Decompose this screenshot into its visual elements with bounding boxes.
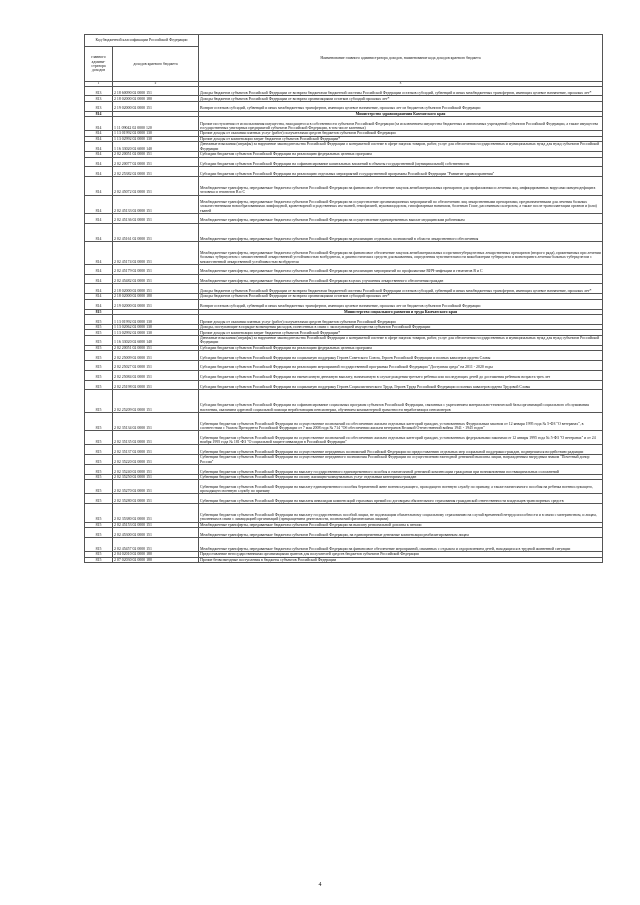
revenue-name-cell: Межбюджетные трансферты, передаваемые бюджетам субъектов Российской Федерации на финансовое обеспечение закупок антибактериальных препаратов для профилактики и лечения лиц, инфицированных вирусами иммунодефицита человека и гепатитов B и C bbox=[199, 177, 603, 195]
admin-code-cell: 815 bbox=[85, 390, 113, 413]
header-group-title: Код бюджетной классификации Российской Федерации bbox=[85, 35, 199, 47]
table-row bbox=[85, 223, 603, 241]
revenue-name-cell: Субвенции бюджетам субъектов Российской Федерации на выплату единовременного пособия беременной жене военнослужащего, проходящего военную службу по призыву, а также ежемесячного пособия на ребенка военнослужащего, проходящего военную службу по призыву bbox=[199, 480, 603, 494]
table-row bbox=[85, 284, 603, 294]
header-admin-column: главного админи-стратора доходов bbox=[85, 47, 113, 82]
admin-code-cell: 814 bbox=[85, 195, 113, 213]
revenue-name-cell: Доходы бюджетов субъектов Российской Федерации от возврата организациями остатков субсидий прошлых лет* bbox=[199, 294, 603, 300]
revenue-name-cell: Субсидии бюджетам субъектов Российской Федерации на софинансирование капитальных вложений в объекты государственной (муниципальной) собственности bbox=[199, 157, 603, 167]
admin-code-cell: 815 bbox=[85, 345, 113, 351]
admin-code-cell: 814 bbox=[85, 136, 113, 142]
admin-code-cell: 814 bbox=[85, 131, 113, 137]
revenue-name-cell: Субсидии бюджетам субъектов Российской Федерации на реализацию отдельных мероприятий государственной программы Российской Федерации "Развитие здравоохранения" bbox=[199, 167, 603, 177]
revenue-code-cell: 2 02 35220 02 0000 151 bbox=[113, 455, 199, 465]
revenue-name-cell: Субвенции бюджетам субъектов Российской Федерации на выплату государственных пособий лицам, не подлежащим обязательному социальному страхованию на случай временной нетрудоспособности и в связи с материнством, и лицам, уволенным в связи с ликвидацией организаций (прекращением деятельности, полномочий физическими лицами) bbox=[199, 504, 603, 522]
revenue-code-cell: 2 02 45136 02 0000 151 bbox=[113, 213, 199, 223]
revenue-code-cell: 1 13 01992 02 0000 130 bbox=[113, 131, 199, 137]
table-row bbox=[85, 504, 603, 522]
admin-code-cell: 814 bbox=[85, 299, 113, 309]
admin-code-cell: 815 bbox=[85, 528, 113, 538]
revenue-name-cell: Прочие доходы от оказания платных услуг (работ) получателями средств бюджетов субъектов Российской Федерации bbox=[199, 315, 603, 325]
table-row bbox=[85, 335, 603, 345]
revenue-code-cell: 2 02 25198 02 0000 151 bbox=[113, 380, 199, 390]
table-row bbox=[85, 465, 603, 475]
revenue-name-cell: Субвенции бюджетам субъектов Российской Федерации на осуществление полномочий по обеспечению жильем отдельных категорий граждан, установленных Федеральным законом от 12 января 1995 года № 5-ФЗ "О ветеранах", в соответствии с Указом Президента Российской Федерации от 7 мая 2008 года № 714 "Об обеспечении жильем ветеранов Великой Отечественной войны 1941 - 1945 годов" bbox=[199, 412, 603, 430]
table-row bbox=[85, 351, 603, 361]
admin-code-cell: 815 bbox=[85, 315, 113, 325]
admin-code-cell: 814 bbox=[85, 213, 113, 223]
admin-code-cell: 815 bbox=[85, 380, 113, 390]
admin-code-cell: 815 bbox=[85, 455, 113, 465]
admin-code-cell: 815 bbox=[85, 494, 113, 504]
revenue-name-cell: Межбюджетные трансферты, передаваемые бюджетам субъектов Российской Федерации на финансовое обеспечение закупок антибактериальных и противотуберкулезных лекарственных препаратов (второго ряда), применяемых при лечении больных туберкулезом с множественной лекарственной устойчивостью возбудителя, и диагностических средств для выявления, определения чувствительности микобактерии туберкулеза и мониторинга лечения больных туберкулезом с множественной лекарственной устойчивостью возбудителя bbox=[199, 242, 603, 265]
revenue-code-cell: 2 02 25209 02 0000 151 bbox=[113, 390, 199, 413]
revenue-code-cell: 1 16 33020 02 6000 140 bbox=[113, 335, 199, 345]
admin-code-cell: 815 bbox=[85, 445, 113, 455]
table-row bbox=[85, 213, 603, 223]
revenue-name-cell: Доходы, поступающие в порядке возмещения расходов, понесенных в связи с эксплуатацией имущества субъектов Российской Федерации bbox=[199, 324, 603, 330]
table-row bbox=[85, 157, 603, 167]
revenue-code-cell: 2 02 45161 02 0000 151 bbox=[113, 223, 199, 241]
revenue-name-cell: Межбюджетные трансферты, передаваемые бюджетам субъектов Российской Федерации на финансовое обеспечение мероприятий, связанных с отдыхом и оздоровлением детей, находящихся в трудной жизненной ситуации bbox=[199, 537, 603, 551]
revenue-code-cell: 2 02 35270 02 0000 151 bbox=[113, 480, 199, 494]
admin-code-cell: 814 bbox=[85, 167, 113, 177]
revenue-name-cell: Субвенции бюджетам субъектов Российской Федерации на осуществление переданных полномочий Российской Федерации по предоставлению отдельных мер социальной поддержки граждан, подвергшихся воздействию радиации bbox=[199, 445, 603, 455]
admin-code-cell: 815 bbox=[85, 330, 113, 336]
revenue-code-cell: 2 19 02000 02 0000 151 bbox=[113, 299, 199, 309]
table-row bbox=[85, 299, 603, 309]
revenue-code-cell: 2 18 02000 02 0000 180 bbox=[113, 96, 199, 102]
admin-code-cell: 814 bbox=[85, 274, 113, 284]
revenue-name-cell: Прочие безвозмездные поступления в бюджеты субъектов Российской Федерации bbox=[199, 557, 603, 563]
revenue-name-cell: Субсидии бюджетам субъектов Российской Федерации на реализацию мероприятий государственной программы Российской Федерации "Доступная среда" на 2011 - 2020 годы bbox=[199, 360, 603, 370]
revenue-code-cell: 2 02 45153 02 0000 151 bbox=[113, 522, 199, 528]
admin-code-cell: 814 bbox=[85, 157, 113, 167]
revenue-code-cell: 2 02 45179 02 0000 151 bbox=[113, 264, 199, 274]
admin-code-cell: 815 bbox=[85, 504, 113, 522]
table-row bbox=[85, 412, 603, 430]
revenue-name-cell: Субвенции бюджетам субъектов Российской Федерации на осуществление полномочий по обеспечению жильем отдельных категорий граждан, установленных федеральными законами от 12 января 1995 года № 5-ФЗ "О ветеранах" и от 24 ноября 1995 года № 181-ФЗ "О социальной защите инвалидов в Российской Федерации" bbox=[199, 431, 603, 445]
revenue-code-cell: 1 11 09042 02 0000 120 bbox=[113, 117, 199, 131]
revenue-name-cell: Межбюджетные трансферты, передаваемые бюджетам субъектов Российской Федерации на осуществление организационных мероприятий по обеспечению лиц лекарственными препаратами, предназначенными для лечения больных злокачественными новообразованиями лимфоидной, кроветворной и родственных им тканей, гемофилией, муковисцидозом, гипофизарным нанизмом, болезнью Гоше, рассеянным склерозом, а также после трансплантации органов и (или) тканей bbox=[199, 195, 603, 213]
revenue-name-cell: Субсидии бюджетам субъектов Российской Федерации на ежемесячную денежную выплату, назначаемую в случае рождения третьего ребенка или последующих детей до достижения ребенком возраста трех лет bbox=[199, 370, 603, 380]
revenue-name-cell: Межбюджетные трансферты, передаваемые бюджетам субъектов Российской Федерации на осуществление единовременных выплат медицинским работникам bbox=[199, 213, 603, 223]
admin-code-cell: 814 bbox=[85, 111, 113, 117]
revenue-code-cell: 2 02 20051 02 0000 151 bbox=[113, 345, 199, 351]
revenue-name-cell: Предоставление негосударственными организациями грантов для получателей средств бюджетов субъектов Российской Федерации bbox=[199, 552, 603, 558]
admin-code-cell: 815 bbox=[85, 557, 113, 563]
table-row bbox=[85, 370, 603, 380]
revenue-code-cell: 2 02 45482 02 0000 151 bbox=[113, 274, 199, 284]
revenue-code-cell: 1 13 01992 02 0000 130 bbox=[113, 315, 199, 325]
revenue-code-cell: 1 13 02992 02 0000 130 bbox=[113, 330, 199, 336]
table-row bbox=[85, 528, 603, 538]
revenue-name-cell: Денежные взыскания (штрафы) за нарушение законодательства Российской Федерации о контрактной системе в сфере закупок товаров, работ, услуг для обеспечения государственных и муниципальных нужд для нужд субъектов Российской Федерации bbox=[199, 142, 603, 152]
admin-code-cell: 815 bbox=[85, 360, 113, 370]
admin-code-cell: 814 bbox=[85, 242, 113, 265]
revenue-code-cell: 2 18 60090 02 0000 151 bbox=[113, 86, 199, 96]
revenue-name-cell: Субсидии бюджетам субъектов Российской Федерации на реализацию федеральных целевых программ bbox=[199, 152, 603, 158]
table-row bbox=[85, 380, 603, 390]
admin-code-cell: 814 bbox=[85, 294, 113, 300]
column-number: 2 bbox=[113, 82, 199, 87]
table-row bbox=[85, 431, 603, 445]
admin-code-cell: 814 bbox=[85, 284, 113, 294]
admin-code-cell: 813 bbox=[85, 86, 113, 96]
revenue-code-cell: 2 18 02000 02 0000 151 bbox=[113, 284, 199, 294]
admin-code-cell: 815 bbox=[85, 480, 113, 494]
admin-code-cell: 815 bbox=[85, 474, 113, 480]
admin-code-cell: 813 bbox=[85, 96, 113, 102]
revenue-code-cell: 2 02 35135 02 0000 151 bbox=[113, 431, 199, 445]
admin-code-cell: 814 bbox=[85, 177, 113, 195]
revenue-code-cell: 2 02 25009 02 0000 151 bbox=[113, 351, 199, 361]
table-row bbox=[85, 445, 603, 455]
table-header bbox=[85, 35, 603, 87]
revenue-code-cell: 2 02 45133 02 0000 151 bbox=[113, 195, 199, 213]
revenue-name-cell: Возврат остатков субсидий, субвенций и иных межбюджетных трансфертов, имеющих целевое назначение, прошлых лет из бюджетов субъектов Российской Федерации bbox=[199, 299, 603, 309]
admin-code-cell: 814 bbox=[85, 142, 113, 152]
revenue-code-cell: 2 02 25382 02 0000 151 bbox=[113, 167, 199, 177]
revenue-name-cell: Денежные взыскания (штрафы) за нарушение законодательства Российской Федерации о контрактной системе в сфере закупок товаров, работ, услуг для обеспечения государственных и муниципальных нужд для нужд субъектов Российской Федерации bbox=[199, 335, 603, 345]
admin-code-cell: 814 bbox=[85, 117, 113, 131]
revenue-code-cell: 2 02 35134 02 0000 151 bbox=[113, 412, 199, 430]
page-number: 4 bbox=[318, 882, 322, 888]
revenue-code-cell: 2 02 35137 02 0000 151 bbox=[113, 445, 199, 455]
revenue-code-cell: 2 02 35280 02 0000 151 bbox=[113, 494, 199, 504]
admin-code-cell: 814 bbox=[85, 264, 113, 274]
header-code-column: доходов краевого бюджета bbox=[113, 47, 199, 82]
revenue-name-cell: Субвенции бюджетам субъектов Российской Федерации на оплату жилищно-коммунальных услуг отдельным категориям граждан bbox=[199, 474, 603, 480]
admin-code-cell: 815 bbox=[85, 324, 113, 330]
revenue-name-cell: Доходы бюджетов субъектов Российской Федерации от возврата организациями остатков субсидий прошлых лет* bbox=[199, 96, 603, 102]
revenue-name-cell: Субвенции бюджетам субъектов Российской Федерации на выплату государственного единовременного пособия и ежемесячной денежной компенсации гражданам при возникновении поствакцинальных осложнений bbox=[199, 465, 603, 475]
table-row bbox=[85, 390, 603, 413]
revenue-code-cell: 1 13 02992 02 0000 130 bbox=[113, 136, 199, 142]
admin-code-cell: 815 bbox=[85, 431, 113, 445]
admin-code-cell: 815 bbox=[85, 335, 113, 345]
revenue-name-cell: Министерство здравоохранения Камчатского края bbox=[199, 111, 603, 117]
column-number: 3 bbox=[199, 82, 603, 87]
revenue-name-cell: Межбюджетные трансферты, передаваемые бюджетам субъектов Российской Федерации на реализацию мероприятий по профилактике ВИЧ-инфекции и гепатитов B и C bbox=[199, 264, 603, 274]
table-row bbox=[85, 142, 603, 152]
revenue-name-cell: Субвенции бюджетам субъектов Российской Федерации на выплаты инвалидам компенсаций страховых премий по договорам обязательного страхования гражданской ответственности владельцев транспортных средств bbox=[199, 494, 603, 504]
table-row bbox=[85, 242, 603, 265]
revenue-code-cell: 1 16 33020 02 6000 140 bbox=[113, 142, 199, 152]
table-row bbox=[85, 167, 603, 177]
revenue-code-cell: 2 02 45072 02 0000 151 bbox=[113, 177, 199, 195]
revenue-name-cell: Субсидии бюджетам субъектов Российской Федерации на социальную поддержку Героев Социалистического Труда, Героев Труда Российской Федерации и полных кавалеров ордена Трудовой Славы bbox=[199, 380, 603, 390]
table-row bbox=[85, 101, 603, 111]
revenue-code-cell: 2 02 25027 02 0000 151 bbox=[113, 360, 199, 370]
revenue-name-cell: Прочие доходы от оказания платных услуг (работ) получателями средств бюджетов субъектов Российской Федерации bbox=[199, 131, 603, 137]
revenue-name-cell: Субсидии бюджетам субъектов Российской Федерации на социальную поддержку Героев Советского Союза, Героев Российской Федерации и полных кавалеров ордена Славы bbox=[199, 351, 603, 361]
revenue-name-cell: Доходы бюджетов субъектов Российской Федерации от возврата бюджетами бюджетной системы Российской Федерации остатков субсидий, субвенций и иных межбюджетных трансфертов, имеющих целевое назначение, прошлых лет* bbox=[199, 86, 603, 96]
revenue-name-cell: Прочие доходы от компенсации затрат бюджетов субъектов Российской Федерации* bbox=[199, 136, 603, 142]
table-row bbox=[85, 480, 603, 494]
admin-code-cell: 814 bbox=[85, 223, 113, 241]
revenue-name-cell: Прочие доходы от компенсации затрат бюджетов субъектов Российской Федерации* bbox=[199, 330, 603, 336]
revenue-name-cell: Министерство социального развития и труда Камчатского края bbox=[199, 309, 603, 315]
table-row bbox=[85, 557, 603, 563]
revenue-name-cell: Субсидии бюджетам субъектов Российской Федерации на софинансирование социальных программ субъектов Российской Федерации, связанных с укреплением материально-технической базы организаций социального обслуживания населения, оказанием адресной социальной помощи неработающим пенсионерам, обучением компьютерной грамотности неработающих пенсионеров bbox=[199, 390, 603, 413]
admin-code-cell: 815 bbox=[85, 351, 113, 361]
revenue-name-cell: Возврат остатков субсидий, субвенций и иных межбюджетных трансфертов, имеющих целевое назначение, прошлых лет из бюджетов субъектов Российской Федерации bbox=[199, 101, 603, 111]
table-row bbox=[85, 360, 603, 370]
revenue-code-cell: 2 02 35250 02 0000 151 bbox=[113, 474, 199, 480]
table-row bbox=[85, 86, 603, 96]
revenue-name-cell: Субсидии бюджетам субъектов Российской Федерации на реализацию федеральных целевых программ bbox=[199, 345, 603, 351]
revenue-name-cell: Субвенции бюджетам субъектов Российской Федерации на осуществление переданного полномочия Российской Федерации по осуществлению ежегодной денежной выплаты лицам, награжденным нагрудным знаком "Почетный донор России" bbox=[199, 455, 603, 465]
revenue-name-cell: Межбюджетные трансферты, передаваемые бюджетам субъектов Российской Федерации на реализацию отдельных полномочий в области лекарственного обеспечения bbox=[199, 223, 603, 241]
revenue-name-cell: Межбюджетные трансферты, передаваемые бюджетам субъектов Российской Федерации, на единовременные денежные компенсации реабилитированным лицам bbox=[199, 528, 603, 538]
admin-code-cell: 815 bbox=[85, 537, 113, 551]
admin-code-cell: 814 bbox=[85, 152, 113, 158]
column-number: 1 bbox=[85, 82, 113, 87]
revenue-code-cell: 2 02 20051 02 0000 151 bbox=[113, 152, 199, 158]
admin-code-cell: 815 bbox=[85, 412, 113, 430]
revenue-code-cell: 2 07 02030 02 0000 180 bbox=[113, 557, 199, 563]
revenue-code-cell: 2 02 35240 02 0000 151 bbox=[113, 465, 199, 475]
revenue-code-cell: 2 02 45300 02 0000 151 bbox=[113, 528, 199, 538]
revenue-code-cell: 2 02 25084 02 0000 151 bbox=[113, 370, 199, 380]
admin-code-cell: 815 bbox=[85, 552, 113, 558]
revenue-code-cell: 1 13 02062 02 0000 130 bbox=[113, 324, 199, 330]
table-row bbox=[85, 315, 603, 325]
table-row bbox=[85, 274, 603, 284]
revenue-name-cell: Доходы бюджетов субъектов Российской Федерации от возврата бюджетами бюджетной системы Российской Федерации остатков субсидий, субвенций и иных межбюджетных трансфертов, имеющих целевое назначение, прошлых лет* bbox=[199, 284, 603, 294]
header-name-column: Наименование главного администратора доходов, наименование кода доходов краевого бюджета bbox=[199, 35, 603, 82]
revenue-code-cell: 2 02 45457 02 0000 151 bbox=[113, 537, 199, 551]
revenue-classification-table bbox=[84, 34, 603, 563]
table-row bbox=[85, 537, 603, 551]
table-row bbox=[85, 494, 603, 504]
table-row bbox=[85, 455, 603, 465]
revenue-code-cell: 2 19 02000 02 0000 151 bbox=[113, 101, 199, 111]
admin-code-cell: 813 bbox=[85, 101, 113, 111]
admin-code-cell: 815 bbox=[85, 522, 113, 528]
revenue-code-cell: 2 02 20077 02 0000 151 bbox=[113, 157, 199, 167]
admin-code-cell: 815 bbox=[85, 465, 113, 475]
revenue-name-cell: Межбюджетные трансферты, передаваемые бюджетам субъектов Российской Федерации в целях улучшения лекарственного обеспечения граждан bbox=[199, 274, 603, 284]
table-row bbox=[85, 117, 603, 131]
table-body bbox=[85, 86, 603, 562]
revenue-code-cell: 2 18 02000 02 0000 180 bbox=[113, 294, 199, 300]
revenue-name-cell: Межбюджетные трансферты, передаваемые бюджетам субъектов Российской Федерации на выплату региональной доплаты к пенсии bbox=[199, 522, 603, 528]
admin-code-cell: 815 bbox=[85, 370, 113, 380]
admin-code-cell: 815 bbox=[85, 309, 113, 315]
revenue-code-cell: 2 04 02010 02 0000 180 bbox=[113, 552, 199, 558]
table-row bbox=[85, 195, 603, 213]
revenue-code-cell: 2 02 35380 02 0000 151 bbox=[113, 504, 199, 522]
revenue-code-cell: 2 02 45174 02 0000 151 bbox=[113, 242, 199, 265]
revenue-name-cell: Прочие поступления от использования имущества, находящегося в собственности субъектов Российской Федерации (за исключением имущества бюджетных и автономных учреждений субъектов Российской Федерации, а также имущества государственных унитарных предприятий субъектов Российской Федерации, в том числе казенных) bbox=[199, 117, 603, 131]
table-row bbox=[85, 177, 603, 195]
table-row bbox=[85, 264, 603, 274]
